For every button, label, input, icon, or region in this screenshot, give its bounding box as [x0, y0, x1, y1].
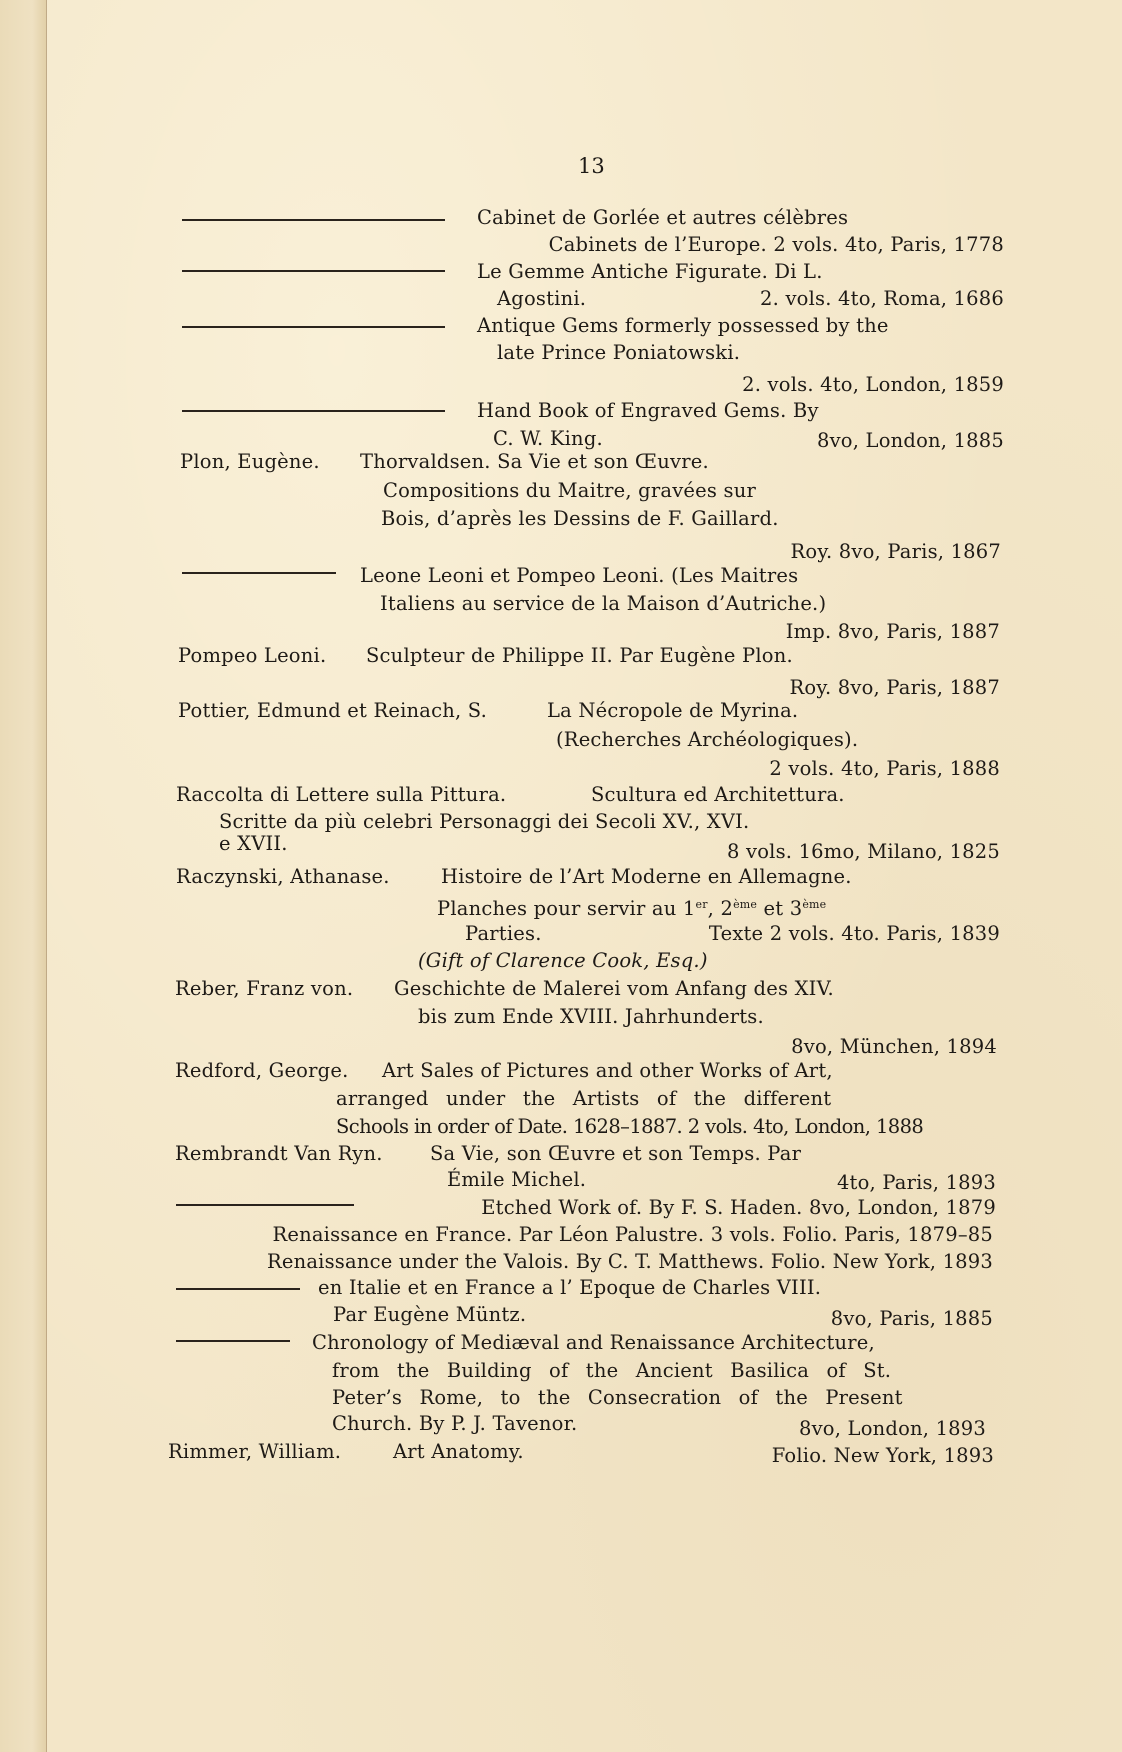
entry-continuation: Compositions du Maitre, gravées sur [383, 479, 756, 502]
entry-title: en Italie et en France a l’ Epoque de Charles VIII. [318, 1276, 822, 1299]
entry-continuation: Peter’s Rome, to the Consecration of the Present [332, 1386, 903, 1409]
entry-title: Thorvaldsen. Sa Vie et son Œuvre. [360, 450, 709, 473]
entry-title: Art Sales of Pictures and other Works of Art, [382, 1059, 833, 1082]
entry-imprint: 2 vols. 4to, Paris, 1888 [769, 757, 1000, 780]
entry-author: Pompeo Leoni. [178, 644, 327, 667]
entry-title: Histoire de l’Art Moderne en Allemagne. [441, 865, 852, 888]
ditto-dash [176, 1204, 354, 1206]
planches-text: Planches pour servir au 1 [437, 897, 696, 920]
entry-title: Geschichte de Malerei vom Anfang des XIV. [394, 977, 834, 1000]
entry-title: Le Gemme Antiche Figurate. Di L. [477, 260, 823, 283]
page-number: 13 [578, 154, 605, 178]
entry-title: Sa Vie, son Œuvre et son Temps. Par [430, 1142, 802, 1165]
entry-continuation: Parties. [465, 922, 542, 945]
ditto-dash [182, 219, 445, 221]
entry-imprint: 2. vols. 4to, Roma, 1686 [760, 287, 1004, 310]
entry-title: Chronology of Mediæval and Renaissance Architecture, [312, 1331, 875, 1354]
entry-author: Plon, Eugène. [180, 450, 320, 473]
entry-continuation: e XVII. [219, 832, 288, 855]
entry-detail: Cabinets de l’Europe. 2 vols. 4to, Paris, 1778 [548, 233, 1004, 256]
entry-continuation: from the Building of the Ancient Basilica of St. [332, 1359, 892, 1382]
entry-imprint: 2. vols. 4to, London, 1859 [742, 373, 1004, 396]
entry-author: Redford, George. [175, 1059, 349, 1082]
entry-author: Reber, Franz von. [175, 977, 354, 1000]
entry-continuation: Bois, d’après les Dessins de F. Gaillard. [381, 507, 779, 530]
entry-author: Rimmer, William. [168, 1440, 342, 1463]
entry-title: La Nécropole de Myrina. [547, 699, 799, 722]
entry-imprint: 8vo, London, 1885 [816, 429, 1004, 452]
superscript-eme: ème [733, 898, 758, 911]
page-binding-edge [0, 0, 46, 1752]
entry-title: Cabinet de Gorlée et autres célèbres [477, 206, 849, 229]
entry-continuation: (Recherches Archéologiques). [556, 728, 859, 751]
ditto-dash [182, 326, 445, 328]
entry-author: Pottier, Edmund et Reinach, S. [178, 699, 488, 722]
entry-continuation: Italiens au service de la Maison d’Autriche.) [380, 592, 827, 615]
superscript-er: er [695, 898, 708, 911]
entry-continuation: Agostini. [497, 287, 587, 310]
entry-title: Etched Work of. By F. S. Haden. 8vo, London, 1879 [481, 1196, 996, 1219]
entry-imprint: Imp. 8vo, Paris, 1887 [785, 620, 1000, 643]
entry-continuation: Scritte da più celebri Personaggi dei Secoli XV., XVI. [219, 810, 750, 833]
superscript-eme: ème [802, 898, 827, 911]
entry-imprint: 8vo, London, 1893 [798, 1417, 986, 1440]
ditto-dash [182, 270, 445, 272]
entry-imprint: 8 vols. 16mo, Milano, 1825 [726, 840, 1000, 863]
ditto-dash [182, 410, 445, 412]
entry-title: Leone Leoni et Pompeo Leoni. (Les Maitres [360, 564, 799, 587]
entry-author: Raczynski, Athanase. [176, 865, 390, 888]
entry-imprint: Roy. 8vo, Paris, 1867 [790, 540, 1001, 563]
entry-title: Hand Book of Engraved Gems. By [477, 399, 819, 422]
entry-continuation: bis zum Ende XVIII. Jahrhunderts. [418, 1005, 764, 1028]
entry-title: Art Anatomy. [393, 1440, 524, 1463]
entry-title: Antique Gems formerly possessed by the [477, 314, 889, 337]
ditto-dash [176, 1288, 300, 1290]
entry-imprint: 4to, Paris, 1893 [836, 1171, 996, 1194]
entry-author: Rembrandt Van Ryn. [175, 1142, 383, 1165]
entry-imprint: Texte 2 vols. 4to. Paris, 1839 [708, 922, 1000, 945]
entry-continuation: Schools in order of Date. 1628–1887. 2 vols. 4to, London, 1888 [336, 1115, 924, 1138]
entry-imprint: 8vo, Paris, 1885 [830, 1307, 993, 1330]
entry-author: Raccolta di Lettere sulla Pittura. [176, 783, 507, 806]
entry-continuation: late Prince Poniatowski. [497, 341, 741, 364]
ditto-dash [182, 572, 336, 574]
entry-title: Sculpteur de Philippe II. Par Eugène Plon. [366, 644, 793, 667]
planches-text: et 3 [757, 897, 803, 920]
entry-title: Renaissance en France. Par Léon Palustre. 3 vols. Folio. Paris, 1879–85 [272, 1223, 993, 1246]
entry-continuation: Church. By P. J. Tavenor. [332, 1412, 578, 1435]
entry-title: Scultura ed Architettura. [591, 783, 845, 806]
entry-title: Renaissance under the Valois. By C. T. Matthews. Folio. New York, 1893 [266, 1250, 993, 1273]
ditto-dash [176, 1340, 290, 1342]
planches-text: , 2 [707, 897, 734, 920]
entry-continuation: arranged under the Artists of the different [336, 1087, 832, 1110]
entry-continuation [437, 894, 826, 920]
entry-continuation: Émile Michel. [447, 1168, 587, 1191]
entry-imprint: Folio. New York, 1893 [771, 1444, 994, 1467]
entry-continuation: C. W. King. [493, 427, 603, 450]
entry-imprint: Roy. 8vo, Paris, 1887 [789, 676, 1000, 699]
page-fold-line [46, 0, 47, 1752]
entry-imprint: 8vo, München, 1894 [791, 1035, 997, 1058]
entry-continuation: Par Eugène Müntz. [333, 1303, 527, 1326]
gift-note: (Gift of Clarence Cook, Esq.) [418, 949, 708, 972]
